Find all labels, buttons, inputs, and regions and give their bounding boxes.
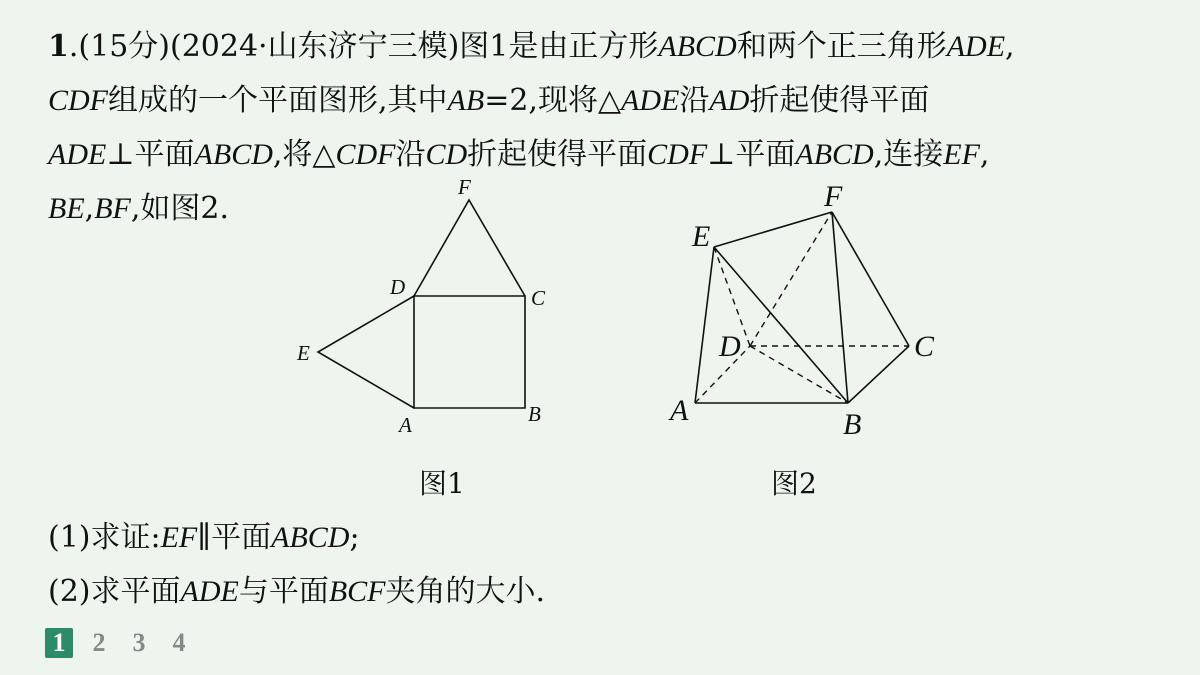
edge-fc (832, 212, 909, 346)
math: ABCD (795, 138, 874, 171)
math: CDF (335, 138, 396, 171)
label-f: F (458, 175, 471, 199)
math: CDF (647, 138, 708, 171)
problem-statement (48, 20, 1168, 236)
problem-line-3 (48, 128, 1168, 182)
label-e: E (692, 220, 711, 253)
math: ADE (180, 575, 239, 608)
math: EF (160, 521, 198, 554)
math: BE (48, 192, 85, 225)
text: ,将△ (272, 137, 336, 172)
text: (2)求平面 (48, 574, 181, 609)
page-2-button[interactable]: 2 (92, 628, 106, 657)
label-d: D (719, 330, 741, 363)
square-abcd (414, 296, 525, 408)
figure-2-diagram (660, 175, 950, 445)
edge-eb (714, 247, 848, 403)
text: ,如图2. (130, 191, 230, 226)
math: EF (943, 138, 980, 171)
math: CD (425, 138, 468, 171)
page-3-button[interactable]: 3 (132, 628, 146, 657)
math: CDF (48, 84, 108, 117)
label-c: C (914, 330, 935, 363)
text: .(15分)(2024·山东济宁三模)图1是由正方形 (68, 29, 659, 64)
text: 折起使得平面 (467, 137, 648, 172)
page-1-button[interactable]: 1 (45, 628, 73, 658)
pagination (45, 628, 193, 658)
figure-1-diagram (290, 170, 570, 440)
triangle-cdf (414, 200, 525, 296)
figure-2 (660, 175, 950, 445)
edge-ae (695, 247, 714, 403)
label-b: B (528, 402, 541, 426)
label-a: A (670, 394, 689, 427)
question-2 (48, 566, 545, 610)
label-e: E (297, 341, 310, 365)
math: ABCD (271, 521, 350, 554)
math: ABCD (194, 138, 273, 171)
text: , (979, 137, 990, 172)
text: 沿 (395, 137, 426, 172)
text: ⊥平面 (707, 137, 796, 172)
text: ⊥平面 (106, 137, 195, 172)
label-d: D (390, 275, 406, 299)
text: 组成的一个平面图形,其中 (108, 83, 448, 118)
text: 夹角的大小. (385, 574, 546, 609)
text: , (1005, 29, 1015, 64)
label-c: C (531, 286, 546, 310)
text: =2,现将△ (484, 83, 622, 118)
math: AB (447, 84, 485, 117)
page-4-button[interactable]: 4 (172, 628, 186, 657)
figure-2-caption: 图2 (771, 467, 817, 500)
triangle-ade (318, 296, 414, 408)
text: 折起使得平面 (749, 83, 930, 118)
text: 与平面 (238, 574, 329, 609)
text: , (84, 191, 95, 226)
text: 和两个正三角形 (736, 29, 947, 64)
math: ABCD (658, 30, 737, 63)
edge-db-hidden (750, 346, 848, 403)
problem-number: 1 (48, 29, 69, 64)
math: BCF (328, 575, 386, 608)
label-a: A (399, 413, 412, 437)
question-1 (48, 512, 360, 556)
math: ADE (621, 84, 680, 117)
math: AD (709, 84, 750, 117)
math: BF (94, 192, 131, 225)
text: (1)求证: (48, 520, 161, 555)
figure-1-caption: 图1 (419, 467, 465, 500)
text: ,连接 (873, 137, 944, 172)
label-f: F (824, 180, 843, 213)
text: ; (349, 520, 360, 555)
problem-line-2 (48, 74, 1168, 128)
edge-bc (848, 346, 909, 403)
math: ADE (946, 30, 1006, 63)
figure-1 (290, 170, 570, 440)
label-b: B (843, 408, 862, 441)
math: ADE (48, 138, 107, 171)
problem-line-1 (48, 20, 1168, 74)
problem-line-4 (48, 182, 1168, 236)
text: 沿 (679, 83, 710, 118)
edge-fb (832, 212, 848, 403)
text: ∥平面 (197, 520, 272, 555)
